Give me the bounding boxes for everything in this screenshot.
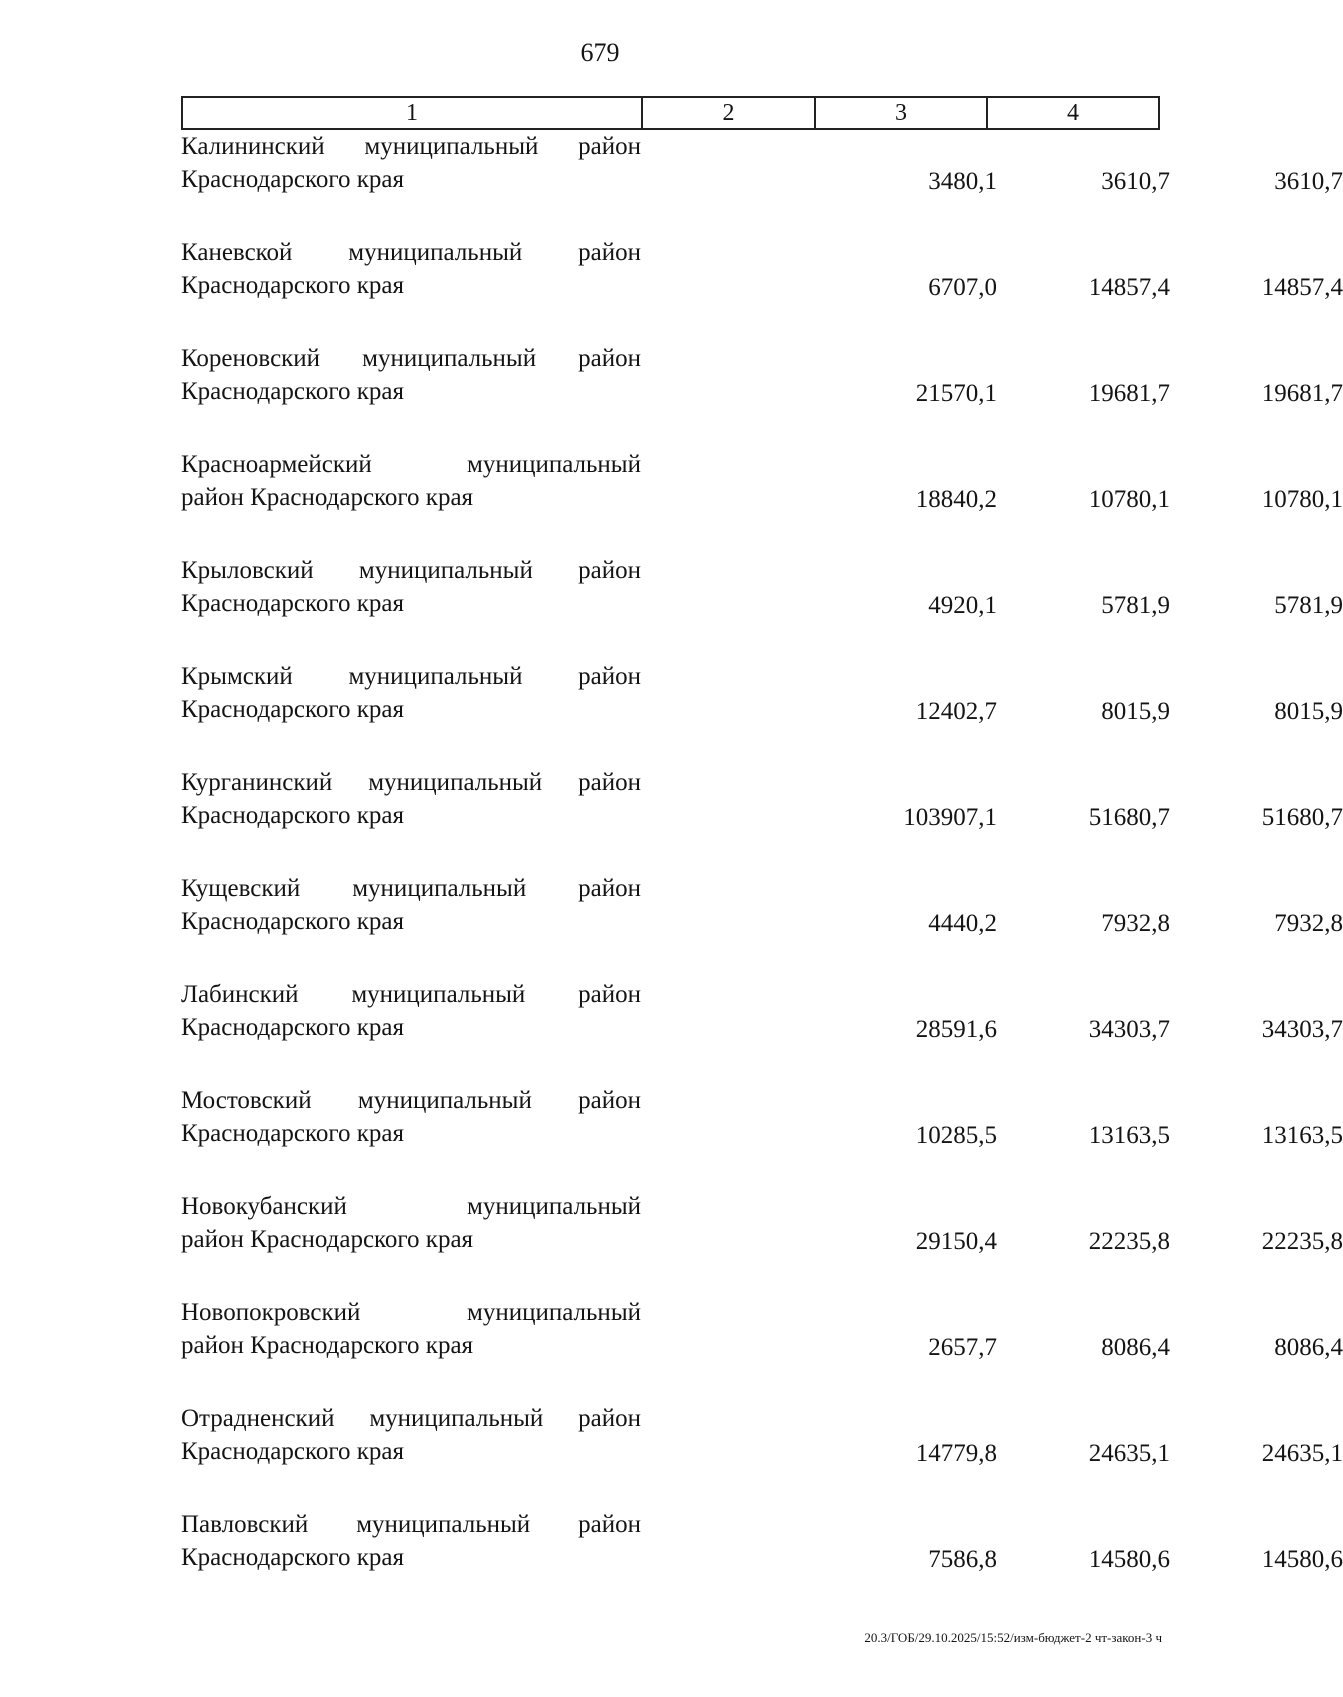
table-row bbox=[181, 868, 1343, 974]
document-footer-note: 20.3/ГОБ/29.10.2025/15:52/изм-бюджет-2 чт-закон-3 ч bbox=[864, 1630, 1162, 1645]
district-name: Калининский муниципальный район Краснодарского края bbox=[181, 133, 641, 193]
value-col4: 19681,7 bbox=[1261, 380, 1343, 407]
value-col3: 8015,9 bbox=[1101, 698, 1170, 725]
value-col4: 5781,9 bbox=[1274, 592, 1343, 619]
column-header-4: 4 bbox=[987, 97, 1159, 129]
table-row bbox=[181, 232, 1343, 338]
district-name: Лабинский муниципальный район Краснодарского края bbox=[181, 981, 641, 1041]
value-col3: 5781,9 bbox=[1101, 592, 1170, 619]
value-col3: 8086,4 bbox=[1101, 1334, 1170, 1361]
district-name: Красноармейский муниципальный район Краснодарского края bbox=[181, 451, 641, 511]
value-col2: 18840,2 bbox=[915, 486, 997, 513]
value-col2: 7586,8 bbox=[928, 1546, 997, 1573]
value-col3: 51680,7 bbox=[1088, 804, 1170, 831]
value-col3: 22235,8 bbox=[1088, 1228, 1170, 1255]
value-col4: 14857,4 bbox=[1261, 274, 1343, 301]
district-name: Павловский муниципальный район Краснодарского края bbox=[181, 1511, 641, 1571]
district-name: Курганинский муниципальный район Краснодарского края bbox=[181, 769, 641, 829]
table-row bbox=[181, 338, 1343, 444]
table-row bbox=[181, 1398, 1343, 1504]
value-col4: 51680,7 bbox=[1261, 804, 1343, 831]
column-header-row bbox=[182, 97, 1159, 129]
value-col2: 12402,7 bbox=[915, 698, 997, 725]
table-row bbox=[181, 1186, 1343, 1292]
table-row bbox=[181, 444, 1343, 550]
value-col2: 103907,1 bbox=[903, 804, 997, 831]
value-col4: 13163,5 bbox=[1261, 1122, 1343, 1149]
value-col3: 19681,7 bbox=[1088, 380, 1170, 407]
page-number: 679 bbox=[580, 38, 620, 67]
table-row bbox=[181, 126, 1343, 232]
value-col4: 8086,4 bbox=[1274, 1334, 1343, 1361]
table-row bbox=[181, 762, 1343, 868]
value-col4: 22235,8 bbox=[1261, 1228, 1343, 1255]
district-name: Новопокровский муниципальный район Краснодарского края bbox=[181, 1299, 641, 1359]
table-row bbox=[181, 1504, 1343, 1610]
table-row bbox=[181, 550, 1343, 656]
value-col2: 4920,1 bbox=[928, 592, 997, 619]
value-col4: 10780,1 bbox=[1261, 486, 1343, 513]
district-name: Каневской муниципальный район Краснодарского края bbox=[181, 239, 641, 299]
value-col4: 3610,7 bbox=[1274, 168, 1343, 195]
table-row bbox=[181, 1292, 1343, 1398]
value-col4: 34303,7 bbox=[1261, 1016, 1343, 1043]
district-name: Крыловский муниципальный район Краснодарского края bbox=[181, 557, 641, 617]
value-col3: 7932,8 bbox=[1101, 910, 1170, 937]
column-header-2: 2 bbox=[642, 97, 815, 129]
column-header-table bbox=[181, 96, 1160, 130]
value-col2: 4440,2 bbox=[928, 910, 997, 937]
district-name: Отрадненский муниципальный район Краснодарского края bbox=[181, 1405, 641, 1465]
district-name: Мостовский муниципальный район Краснодарского края bbox=[181, 1087, 641, 1147]
value-col2: 10285,5 bbox=[915, 1122, 997, 1149]
column-header-1: 1 bbox=[182, 97, 642, 129]
table-row bbox=[181, 974, 1343, 1080]
table-body bbox=[181, 126, 1343, 1610]
value-col2: 3480,1 bbox=[928, 168, 997, 195]
value-col4: 8015,9 bbox=[1274, 698, 1343, 725]
value-col2: 29150,4 bbox=[915, 1228, 997, 1255]
value-col2: 2657,7 bbox=[928, 1334, 997, 1361]
table-row bbox=[181, 656, 1343, 762]
value-col4: 14580,6 bbox=[1261, 1546, 1343, 1573]
value-col2: 14779,8 bbox=[915, 1440, 997, 1467]
value-col3: 34303,7 bbox=[1088, 1016, 1170, 1043]
column-header-3: 3 bbox=[815, 97, 987, 129]
value-col3: 13163,5 bbox=[1088, 1122, 1170, 1149]
value-col3: 24635,1 bbox=[1088, 1440, 1170, 1467]
district-name: Крымский муниципальный район Краснодарского края bbox=[181, 663, 641, 723]
district-name: Кореновский муниципальный район Краснодарского края bbox=[181, 345, 641, 405]
value-col3: 10780,1 bbox=[1088, 486, 1170, 513]
value-col3: 14580,6 bbox=[1088, 1546, 1170, 1573]
value-col2: 28591,6 bbox=[915, 1016, 997, 1043]
value-col3: 3610,7 bbox=[1101, 168, 1170, 195]
value-col4: 24635,1 bbox=[1261, 1440, 1343, 1467]
value-col3: 14857,4 bbox=[1088, 274, 1170, 301]
district-name: Новокубанский муниципальный район Краснодарского края bbox=[181, 1193, 641, 1253]
table-row bbox=[181, 1080, 1343, 1186]
value-col2: 21570,1 bbox=[915, 380, 997, 407]
value-col4: 7932,8 bbox=[1274, 910, 1343, 937]
district-name: Кущевский муниципальный район Краснодарского края bbox=[181, 875, 641, 935]
value-col2: 6707,0 bbox=[928, 274, 997, 301]
